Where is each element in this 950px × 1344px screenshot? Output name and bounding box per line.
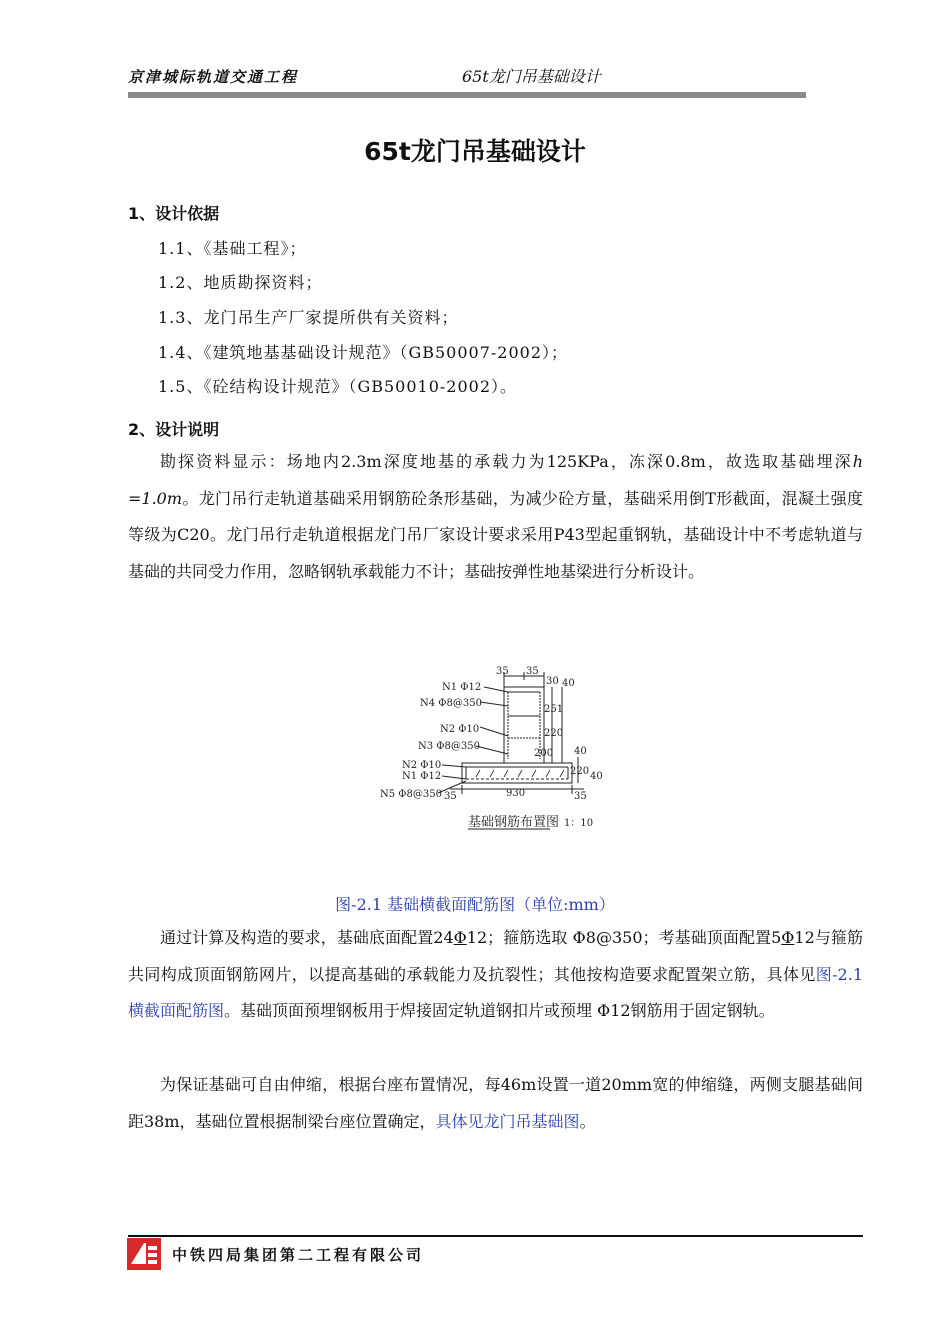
dim-b35a: 35: [444, 791, 457, 802]
dim-top-b: 35: [526, 666, 539, 677]
footer-divider: [128, 1235, 863, 1237]
dim-r220b: 220: [570, 766, 590, 777]
list-item: 1.3、龙门吊生产厂家提所供有关资料；: [158, 308, 459, 327]
figure-caption: 图-2.1 基础横截面配筋图（单位:mm）: [335, 895, 615, 914]
section1-heading: 1、设计依据: [128, 204, 220, 223]
label-n2-bot: N2 Φ10: [402, 760, 442, 771]
para-text: 12与箍筋共同构成顶面钢筋网片，以提高基础的承载能力及抗裂性；其他按构造要求配置架立筋，具体见: [128, 928, 863, 984]
rebar-symbol: Φ: [453, 928, 467, 947]
foundation-drawing-link[interactable]: 具体见龙门吊基础图: [435, 1111, 580, 1131]
para-text: 。基础顶面预埋钢板用于焊接固定轨道钢扣片或预埋 Φ12钢筋用于固定钢轨。: [224, 1001, 775, 1020]
label-n5: N5 Φ8@350: [380, 789, 442, 800]
depth-formula: h =1.0m: [128, 452, 863, 508]
header-project-name: 京津城际轨道交通工程: [128, 68, 299, 86]
figure-reference-link[interactable]: 图-2.1 横截面配筋图: [128, 964, 863, 1020]
section2-paragraph: [128, 444, 863, 590]
list-item: 1.1、《基础工程》；: [158, 239, 307, 258]
drawing-scale: 1：10: [564, 818, 594, 829]
drawing-title: 基础钢筋布置图: [468, 815, 560, 830]
label-n2-mid: N2 Φ10: [440, 724, 480, 735]
dim-b930: 930: [506, 788, 526, 799]
para-text: 通过计算及构造的要求，基础底面配置24: [160, 928, 454, 947]
para-text: 12；箍筋选取 Φ8@350；考基础顶面配置5: [466, 928, 782, 947]
dim-r30: 30: [546, 676, 559, 687]
label-n3: N3 Φ8@350: [418, 741, 480, 752]
dim-top-a: 35: [496, 666, 509, 677]
header-divider: [128, 92, 806, 98]
dim-r40c: 40: [590, 771, 603, 782]
section2-heading: 2、设计说明: [128, 420, 220, 439]
dim-r251: 251: [544, 704, 564, 715]
company-logo-icon: [127, 1238, 161, 1270]
list-item: 1.4、《建筑地基基础设计规范》（GB50007-2002）；: [158, 343, 569, 362]
para-text: 勘探资料显示：场地内2.3m深度地基的承载力为125KPa，冻深0.8m，故选取基础埋深: [160, 452, 853, 471]
list-item: 1.2、地质勘探资料；: [158, 273, 323, 292]
dim-r200: 200: [534, 748, 554, 759]
dim-b35b: 35: [574, 791, 587, 802]
dim-r220: 220: [544, 728, 564, 739]
expansion-paragraph: [128, 1067, 863, 1140]
para-text: 为保证基础可自由伸缩，根据台座布置情况，每46m设置一道20mm宽的伸缩缝，两侧支腿基础间距38m，基础位置根据制梁台座位置确定，: [128, 1075, 863, 1131]
label-n1-bot: N1 Φ12: [402, 771, 442, 782]
rebar-paragraph: [128, 920, 863, 1030]
label-n4: N4 Φ8@350: [420, 698, 482, 709]
page-title: 65t龙门吊基础设计: [364, 137, 586, 166]
label-n1-top: N1 Φ12: [442, 682, 482, 693]
header-doc-title: 65t龙门吊基础设计: [462, 67, 601, 86]
rebar-drawing: [380, 664, 630, 834]
list-item: 1.5、《砼结构设计规范》（GB50010-2002）。: [158, 377, 518, 396]
dim-r40b: 40: [574, 746, 587, 757]
para-text: 。龙门吊行走轨道基础采用钢筋砼条形基础，为减少砼方量，基础采用倒T形截面，混凝土强度等级为C20。龙门吊行走轨道根据龙门吊厂家设计要求采用P43型起重钢轨，基础设计中不考虑轨道与基础的共同受力作用，忽略钢轨承载能力不计；基础按弹性地基梁进行分析设计。: [128, 488, 863, 581]
footer-company-name: 中铁四局集团第二工程有限公司: [172, 1246, 425, 1264]
dim-r40a: 40: [562, 678, 575, 689]
para-text: 。: [579, 1111, 596, 1131]
rebar-symbol: Φ: [781, 928, 795, 947]
